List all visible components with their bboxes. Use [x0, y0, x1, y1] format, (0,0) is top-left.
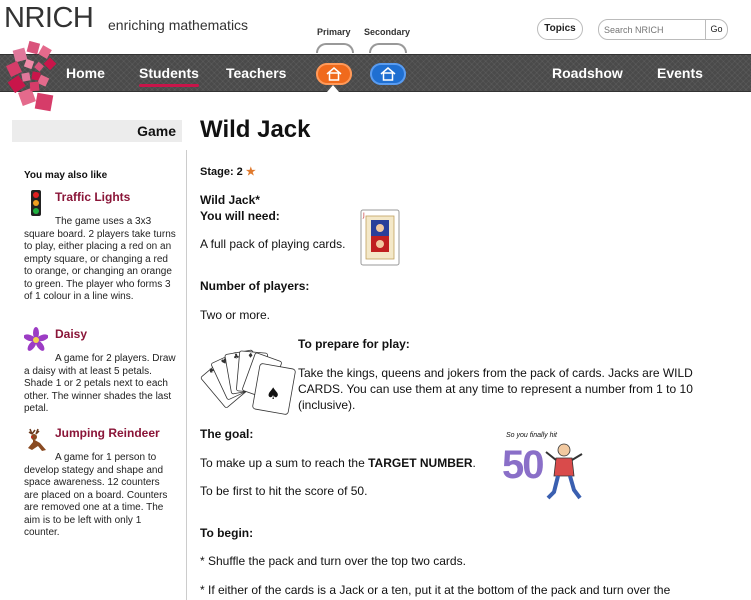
- cartoon-caption: So you finally hit: [506, 432, 557, 439]
- related-desc: A game for 1 person to develop stategy and shape and space awareness. 12 counters are placed on a board. Counters are removed one at a time. The aim is to be left with only 1 counter.: [24, 452, 168, 538]
- site-tagline: enriching mathematics: [108, 17, 249, 33]
- secondary-arc: [369, 43, 407, 53]
- primary-home-button[interactable]: [316, 63, 352, 85]
- sidebar-heading: Game: [12, 120, 182, 142]
- subtitle: Wild Jack*: [200, 193, 260, 207]
- goal-heading: The goal:: [200, 427, 254, 441]
- begin-step-2: * If either of the cards is a Jack or a ten, put it at the bottom of the pack and turn over the: [200, 583, 671, 597]
- search-box: [598, 19, 728, 40]
- svg-text:♦: ♦: [247, 351, 255, 361]
- search-go-button[interactable]: Go: [705, 20, 727, 39]
- goal-text: [200, 455, 476, 471]
- svg-text:♣: ♣: [232, 352, 241, 362]
- cartoon-number: 50: [502, 443, 543, 487]
- nav-teachers[interactable]: Teachers: [226, 65, 287, 81]
- nav-students-label: Students: [139, 65, 199, 81]
- search-input[interactable]: [599, 20, 707, 39]
- nav-events[interactable]: Events: [657, 65, 703, 81]
- you-need-heading: You will need:: [200, 209, 280, 223]
- nav-pointer-caret: [327, 85, 339, 92]
- svg-text:♠: ♠: [266, 384, 281, 403]
- fanned-cards-image: [200, 344, 298, 416]
- page-title: Wild Jack: [200, 116, 311, 143]
- prepare-heading: To prepare for play:: [298, 337, 410, 351]
- prepare-text: Take the kings, queens and jokers from the pack of cards. Jacks are WILD CARDS. You can use them at any time to represent a number from 1 to 10 (inclusive).: [298, 366, 693, 412]
- sidebar-divider: [186, 150, 187, 600]
- star-icon: ★: [245, 166, 256, 178]
- target-number-text: TARGET NUMBER: [368, 456, 473, 470]
- svg-text:J: J: [363, 212, 365, 219]
- traffic-light-icon[interactable]: [24, 190, 48, 216]
- goal-text-part: To make up a sum to reach the: [200, 456, 369, 470]
- secondary-label[interactable]: Secondary: [364, 27, 411, 37]
- nav-roadshow[interactable]: Roadshow: [552, 65, 623, 81]
- reindeer-icon[interactable]: [24, 426, 48, 452]
- nav-home[interactable]: Home: [66, 65, 105, 81]
- related-title-jumping-reindeer[interactable]: Jumping Reindeer: [55, 426, 160, 440]
- jack-card-image: [360, 209, 400, 266]
- full-pack-text: A full pack of playing cards.: [200, 237, 346, 251]
- stage-text: Stage: 2: [200, 166, 243, 178]
- house-icon: [326, 67, 342, 81]
- related-desc: The game uses a 3x3 square board. 2 players take turns to play, either placing a red on an empty square, or changing a red to orange, or changing an orange to green. The player who forms 3 of 1 colour in a line wins.: [24, 216, 176, 302]
- goal-text-2: To be first to hit the score of 50.: [200, 484, 368, 498]
- secondary-home-button[interactable]: [370, 63, 406, 85]
- site-logo-text[interactable]: NRICH: [4, 2, 94, 34]
- begin-heading: To begin:: [200, 526, 254, 540]
- daisy-flower-icon[interactable]: [24, 327, 48, 353]
- score-50-cartoon-image: [500, 432, 586, 504]
- goal-text-end: .: [472, 456, 476, 470]
- main-nav-bar: [0, 54, 751, 92]
- house-icon: [380, 67, 396, 81]
- jumping-boy-icon: [544, 442, 584, 504]
- nav-students[interactable]: [139, 65, 199, 81]
- related-title-daisy[interactable]: Daisy: [55, 327, 88, 341]
- svg-text:♠: ♠: [206, 365, 217, 376]
- begin-step-1: * Shuffle the pack and turn over the top two cards.: [200, 554, 466, 568]
- primary-label[interactable]: Primary: [317, 27, 351, 37]
- topics-button[interactable]: Topics: [537, 18, 583, 40]
- you-may-also-like-heading: You may also like: [24, 170, 108, 181]
- primary-arc: [316, 43, 354, 53]
- svg-text:♥: ♥: [219, 356, 229, 367]
- stage-label: [200, 165, 256, 178]
- num-players-text: Two or more.: [200, 308, 271, 322]
- related-desc: A game for 2 players. Draw a daisy with at least 5 petals. Shade 1 or 2 petals next to each other. The winner shades the last petal.: [24, 353, 176, 414]
- num-players-heading: Number of players:: [200, 279, 310, 293]
- active-nav-underline: [139, 84, 199, 87]
- related-title-traffic-lights[interactable]: Traffic Lights: [55, 190, 131, 204]
- nrich-spiral-logo-icon[interactable]: [6, 40, 60, 112]
